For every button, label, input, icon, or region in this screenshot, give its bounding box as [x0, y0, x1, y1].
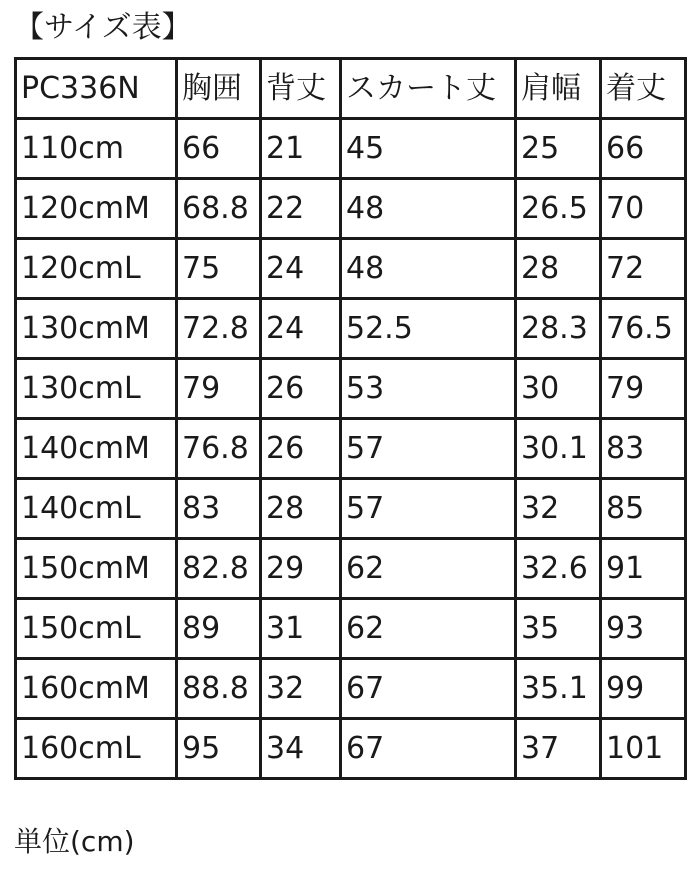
cell-chest: 76.8	[177, 419, 261, 479]
table-row	[16, 239, 686, 299]
cell-chest: 75	[177, 239, 261, 299]
cell-back-length: 24	[261, 239, 341, 299]
cell-chest: 89	[177, 599, 261, 659]
cell-total-length: 101	[601, 719, 686, 779]
cell-model-size: 160cmM	[16, 659, 177, 719]
cell-model-size: 160cmL	[16, 719, 177, 779]
cell-chest: 79	[177, 359, 261, 419]
cell-model-size: 150cmM	[16, 539, 177, 599]
table-row	[16, 299, 686, 359]
cell-total-length: 85	[601, 479, 686, 539]
header-cell-chest: 胸囲	[177, 59, 261, 119]
cell-skirt-length: 57	[341, 419, 516, 479]
table-row	[16, 359, 686, 419]
cell-total-length: 99	[601, 659, 686, 719]
cell-back-length: 21	[261, 119, 341, 179]
header-cell-skirt-length: スカート丈	[341, 59, 516, 119]
unit-note: 単位(cm)	[14, 825, 135, 858]
cell-chest: 95	[177, 719, 261, 779]
cell-shoulder-width: 35.1	[516, 659, 601, 719]
cell-skirt-length: 48	[341, 179, 516, 239]
size-table	[14, 57, 687, 780]
cell-back-length: 34	[261, 719, 341, 779]
cell-shoulder-width: 30.1	[516, 419, 601, 479]
cell-back-length: 28	[261, 479, 341, 539]
table-row	[16, 719, 686, 779]
cell-model-size: 110cm	[16, 119, 177, 179]
cell-shoulder-width: 28.3	[516, 299, 601, 359]
table-row	[16, 419, 686, 479]
header-cell-back-length: 背丈	[261, 59, 341, 119]
cell-skirt-length: 53	[341, 359, 516, 419]
cell-chest: 66	[177, 119, 261, 179]
header-cell-total-length: 着丈	[601, 59, 686, 119]
cell-total-length: 91	[601, 539, 686, 599]
cell-shoulder-width: 35	[516, 599, 601, 659]
cell-skirt-length: 62	[341, 599, 516, 659]
cell-chest: 82.8	[177, 539, 261, 599]
cell-skirt-length: 48	[341, 239, 516, 299]
table-row	[16, 659, 686, 719]
cell-total-length: 76.5	[601, 299, 686, 359]
cell-back-length: 29	[261, 539, 341, 599]
cell-chest: 68.8	[177, 179, 261, 239]
cell-total-length: 72	[601, 239, 686, 299]
cell-shoulder-width: 32	[516, 479, 601, 539]
cell-back-length: 24	[261, 299, 341, 359]
cell-total-length: 79	[601, 359, 686, 419]
cell-model-size: 120cmL	[16, 239, 177, 299]
header-cell-shoulder-width: 肩幅	[516, 59, 601, 119]
table-row	[16, 179, 686, 239]
cell-total-length: 66	[601, 119, 686, 179]
table-row	[16, 599, 686, 659]
cell-shoulder-width: 25	[516, 119, 601, 179]
cell-model-size: 120cmM	[16, 179, 177, 239]
cell-skirt-length: 45	[341, 119, 516, 179]
cell-model-size: 150cmL	[16, 599, 177, 659]
cell-shoulder-width: 32.6	[516, 539, 601, 599]
cell-total-length: 70	[601, 179, 686, 239]
cell-skirt-length: 67	[341, 719, 516, 779]
cell-model-size: 140cmM	[16, 419, 177, 479]
cell-shoulder-width: 37	[516, 719, 601, 779]
cell-model-size: 130cmL	[16, 359, 177, 419]
cell-back-length: 32	[261, 659, 341, 719]
cell-chest: 83	[177, 479, 261, 539]
header-row	[16, 59, 686, 119]
cell-shoulder-width: 30	[516, 359, 601, 419]
table-row	[16, 539, 686, 599]
cell-back-length: 31	[261, 599, 341, 659]
cell-back-length: 22	[261, 179, 341, 239]
cell-skirt-length: 62	[341, 539, 516, 599]
size-table-body	[16, 59, 686, 779]
cell-back-length: 26	[261, 419, 341, 479]
cell-chest: 88.8	[177, 659, 261, 719]
cell-skirt-length: 57	[341, 479, 516, 539]
cell-skirt-length: 67	[341, 659, 516, 719]
table-row	[16, 479, 686, 539]
cell-model-size: 130cmM	[16, 299, 177, 359]
cell-total-length: 83	[601, 419, 686, 479]
cell-model-size: 140cmL	[16, 479, 177, 539]
size-chart-title: 【サイズ表】	[14, 10, 192, 45]
cell-skirt-length: 52.5	[341, 299, 516, 359]
cell-shoulder-width: 28	[516, 239, 601, 299]
header-cell-model-size: PC336N	[16, 59, 177, 119]
table-row	[16, 119, 686, 179]
cell-total-length: 93	[601, 599, 686, 659]
cell-shoulder-width: 26.5	[516, 179, 601, 239]
cell-back-length: 26	[261, 359, 341, 419]
cell-chest: 72.8	[177, 299, 261, 359]
